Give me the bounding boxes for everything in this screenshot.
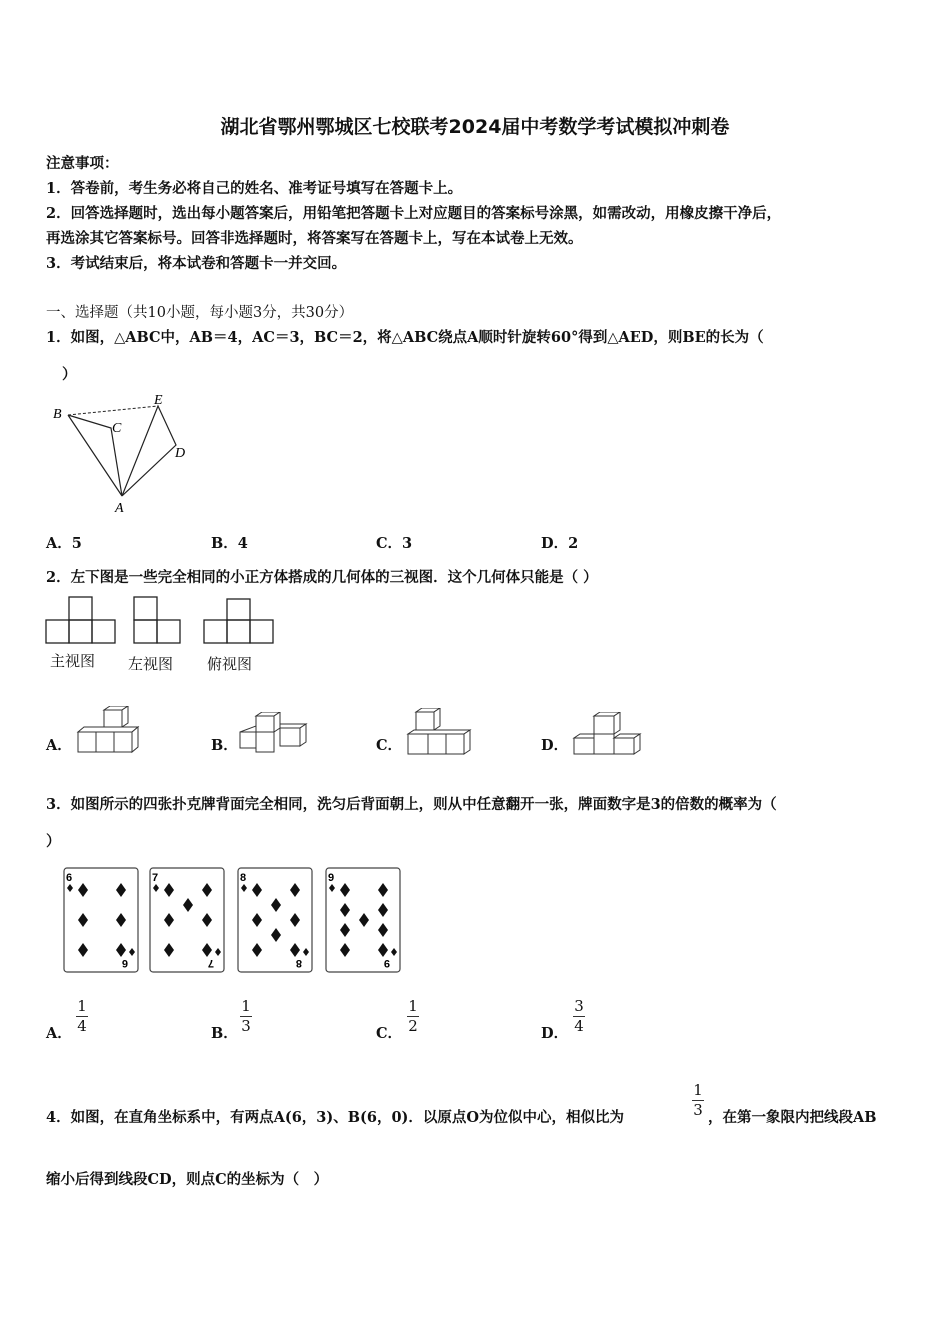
q1-option-b[interactable]: B．4 [211,535,248,552]
caption-front-view: 主视图 [50,652,96,670]
q3-close: ） [46,833,61,850]
notice-item: 再选涂其它答案标号。回答非选择题时，将答案写在答题卡上，写在本试卷上无效。 [46,230,583,247]
label-d: D [175,446,186,461]
label-c: C [112,421,122,436]
caption-side-view: 左视图 [128,655,174,673]
q4-ratio-fraction [692,1082,704,1119]
q3-option-c-fraction [407,998,419,1035]
q4-line2: 缩小后得到线段CD，则点C的坐标为（ ） [46,1171,329,1188]
q2-three-views-figure [44,596,280,648]
q4-text-b: ，在第一象限内把线段AB [708,1109,877,1126]
card-value: 6 [121,957,128,969]
denominator: 3 [693,1101,703,1119]
denominator: 4 [574,1017,584,1035]
notice-item: 2．回答选择题时，选出每小题答案后，用铅笔把答题卡上对应题目的答案标号涂黑，如需改动，用橡皮擦干净后， [46,205,782,222]
q4-text-a: 4．如图，在直角坐标系中，有两点A(6，3)、B(6，0)．以原点O为位似中心，相似比为 [46,1109,625,1126]
q2-option-b[interactable]: B． [211,737,238,754]
numerator: 1 [693,1081,703,1099]
notice-item: 1．答卷前，考生务必将自己的姓名、准考证号填写在答题卡上。 [46,180,463,197]
numerator: 1 [241,997,251,1015]
q3-option-b-fraction [240,998,252,1035]
q2-option-a[interactable]: A． [46,737,72,754]
q1-option-c[interactable]: C．3 [376,535,413,552]
denominator: 3 [241,1017,251,1035]
notice-item: 3．考试结束后，将本试卷和答题卡一并交回。 [46,255,347,272]
label-b: B [53,407,62,422]
label-a: A [115,501,124,516]
q1-close: ） [62,366,77,383]
caption-top-view: 俯视图 [207,655,253,673]
card-value: 7 [152,872,159,884]
q2-option-b-cubes [238,712,310,758]
card-value: 9 [383,957,390,969]
q1-triangle-figure [46,390,192,516]
q1-option-d[interactable]: D．2 [541,535,579,552]
card-value: 6 [66,872,73,884]
numerator: 1 [77,997,87,1015]
q3-option-d-fraction [573,998,585,1035]
q3-text: 3．如图所示的四张扑克牌背面完全相同，洗匀后背面朝上，则从中任意翻开一张，牌面数字是3的倍数的概率为（ [46,796,777,813]
q3-playing-cards-figure [60,864,408,982]
q2-option-d-cubes [570,712,644,758]
q2-option-d[interactable]: D． [541,737,569,754]
denominator: 4 [77,1017,87,1035]
card-8 [238,868,312,972]
card-value: 7 [207,957,214,969]
q3-option-a-fraction [76,998,88,1035]
card-9 [326,868,400,972]
notice-heading: 注意事项： [46,155,119,172]
card-6 [64,868,138,972]
q1-text: 1．如图，△ABC中，AB＝4，AC＝3，BC＝2，将△ABC绕点A顺时针旋转60°得到△AED，则BE的长为（ [46,329,764,346]
q2-text: 2．左下图是一些完全相同的小正方体搭成的几何体的三视图．这个几何体只能是（ ） [46,569,598,586]
numerator: 1 [408,997,418,1015]
q1-option-a[interactable]: A．5 [46,535,82,552]
card-value: 8 [240,872,247,884]
q2-option-a-cubes [76,706,148,758]
denominator: 2 [408,1017,418,1035]
q3-option-d[interactable]: D． [541,1025,569,1042]
card-7 [150,868,224,972]
q3-option-a[interactable]: A． [46,1025,72,1042]
numerator: 3 [574,997,584,1015]
q2-option-c[interactable]: C． [376,737,403,754]
card-value: 9 [328,872,335,884]
q2-option-c-cubes [404,708,478,758]
page-title: 湖北省鄂州鄂城区七校联考2024届中考数学考试模拟冲刺卷 [220,116,730,138]
label-e: E [154,393,163,408]
q3-option-b[interactable]: B． [211,1025,238,1042]
card-value: 8 [295,957,302,969]
q3-option-c[interactable]: C． [376,1025,403,1042]
section-heading: 一、选择题（共10小题，每小题3分，共30分） [46,305,354,321]
